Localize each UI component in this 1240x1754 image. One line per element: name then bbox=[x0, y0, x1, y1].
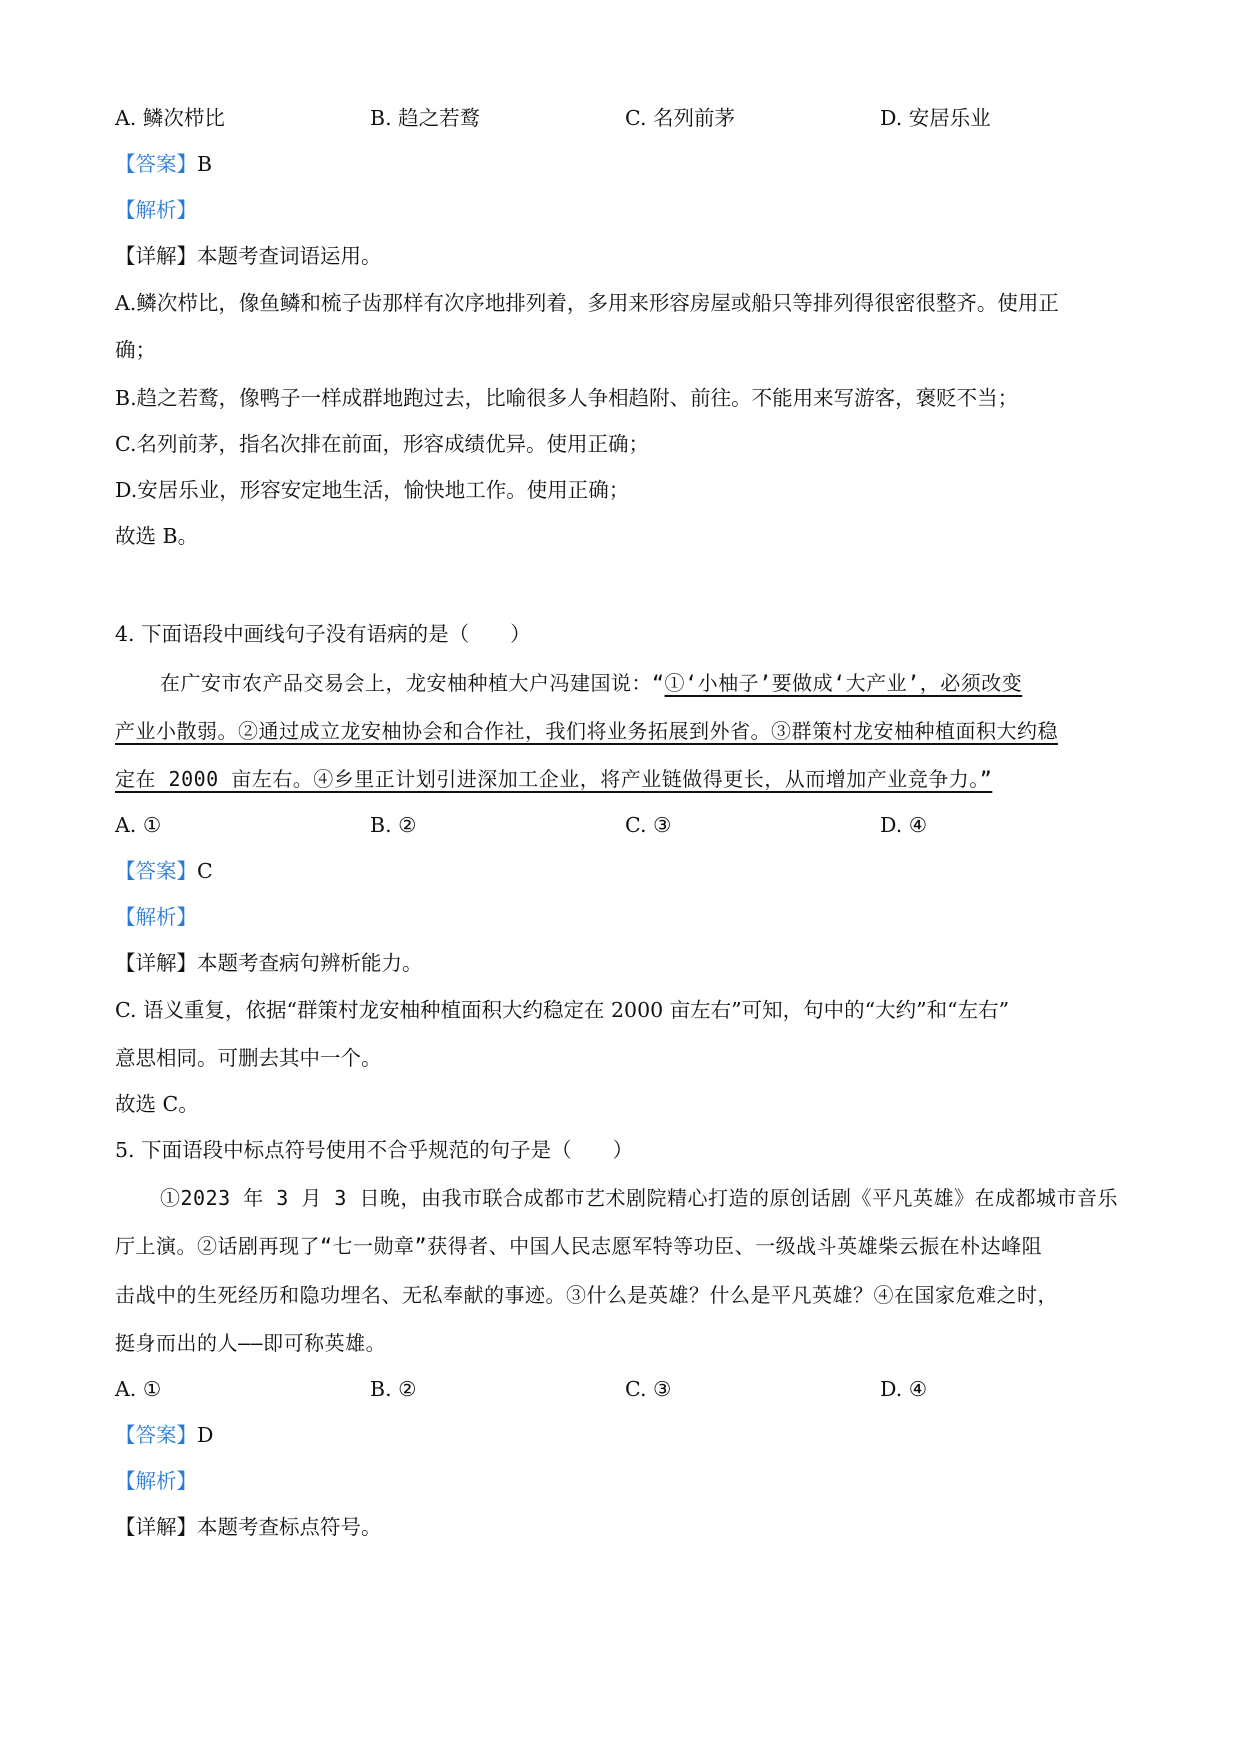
q3-option-d: D. 安居乐业 bbox=[880, 106, 991, 130]
q4-passage-line-1 bbox=[160, 668, 1125, 698]
q3-explanation-c: C.名列前茅，指名次排在前面，形容成绩优异。使用正确； bbox=[115, 432, 649, 456]
q4-option-b: B. ② bbox=[370, 813, 417, 837]
q5-detail: 【详解】本题考查标点符号。 bbox=[115, 1515, 382, 1539]
q4-conclusion: 故选 C。 bbox=[115, 1092, 199, 1116]
q3-detail: 【详解】本题考查词语运用。 bbox=[115, 244, 382, 268]
q5-option-d: D. ④ bbox=[880, 1377, 928, 1401]
q4-passage-intro: 在广安市农产品交易会上，龙安柚种植大户冯建国说：“ bbox=[160, 671, 665, 695]
q3-answer bbox=[115, 149, 1125, 179]
q5-title: 5. 下面语段中标点符号使用不合乎规范的句子是（ ） bbox=[115, 1138, 634, 1162]
q3-explanation-a: A.鳞次栉比，像鱼鳞和梳子齿那样有次序地排列着，多用来形容房屋或船只等排列得很密很整齐。使用正 bbox=[115, 291, 1059, 315]
answer-tag: 【答案】 bbox=[115, 152, 197, 176]
q3-option-c: C. 名列前茅 bbox=[625, 106, 735, 130]
q4-analysis-tag: 【解析】 bbox=[115, 905, 197, 929]
q5-option-b: B. ② bbox=[370, 1377, 417, 1401]
q4-passage-line-2: 产业小散弱。②通过成立龙安柚协会和合作社，我们将业务拓展到外省。③群策村龙安柚种植面积大约稳 bbox=[115, 719, 1058, 743]
answer-value: B bbox=[197, 152, 213, 176]
q4-explanation-line-1: C. 语义重复，依据“群策村龙安柚种植面积大约稳定在 2000 亩左右”可知，句中的“大约”和“左右” bbox=[115, 998, 1010, 1022]
answer-tag: 【答案】 bbox=[115, 859, 197, 883]
q3-option-b: B. 趋之若鹜 bbox=[370, 106, 481, 130]
q4-explanation-line-2: 意思相同。可删去其中一个。 bbox=[115, 1046, 382, 1070]
q5-passage-line-1: ①2023 年 3 月 3 日晚，由我市联合成都市艺术剧院精心打造的原创话剧《平凡英雄》在成都城市音乐 bbox=[160, 1186, 1118, 1210]
q3-conclusion: 故选 B。 bbox=[115, 524, 199, 548]
answer-tag: 【答案】 bbox=[115, 1423, 197, 1447]
q5-passage-line-4: 挺身而出的人——即可称英雄。 bbox=[115, 1331, 387, 1355]
q3-explanation-a-cont: 确； bbox=[115, 338, 156, 362]
q4-option-c: C. ③ bbox=[625, 813, 672, 837]
q3-explanation-d: D.安居乐业，形容安定地生活，愉快地工作。使用正确； bbox=[115, 478, 630, 502]
q5-passage-line-3: 击战中的生死经历和隐功埋名、无私奉献的事迹。③什么是英雄？什么是平凡英雄？④在国家危难之时， bbox=[115, 1283, 1058, 1307]
q4-option-d: D. ④ bbox=[880, 813, 928, 837]
q4-answer bbox=[115, 856, 1125, 886]
q4-passage-line-3: 定在 2000 亩左右。④乡里正计划引进深加工企业，将产业链做得更长，从而增加产业竞争力。” bbox=[115, 767, 993, 791]
q4-underlined-sentence: ①‘小柚子’要做成‘大产业’，必须改变 bbox=[664, 671, 1023, 695]
q4-detail: 【详解】本题考查病句辨析能力。 bbox=[115, 951, 423, 975]
q3-explanation-b: B.趋之若鹜，像鸭子一样成群地跑过去，比喻很多人争相趋附、前往。不能用来写游客，褒贬不当； bbox=[115, 386, 1019, 410]
q5-option-c: C. ③ bbox=[625, 1377, 672, 1401]
q4-title: 4. 下面语段中画线句子没有语病的是（ ） bbox=[115, 622, 531, 646]
q5-analysis-tag: 【解析】 bbox=[115, 1469, 197, 1493]
q5-answer bbox=[115, 1420, 1125, 1450]
q5-option-a: A. ① bbox=[115, 1377, 162, 1401]
q4-option-a: A. ① bbox=[115, 813, 162, 837]
q3-option-a: A. 鳞次栉比 bbox=[115, 106, 225, 130]
q5-passage-line-2: 厅上演。②话剧再现了“七一勋章”获得者、中国人民志愿军特等功臣、一级战斗英雄柴云振在朴达峰阻 bbox=[115, 1234, 1043, 1258]
answer-value: D bbox=[197, 1423, 214, 1447]
q3-analysis-tag: 【解析】 bbox=[115, 198, 197, 222]
answer-value: C bbox=[197, 859, 213, 883]
